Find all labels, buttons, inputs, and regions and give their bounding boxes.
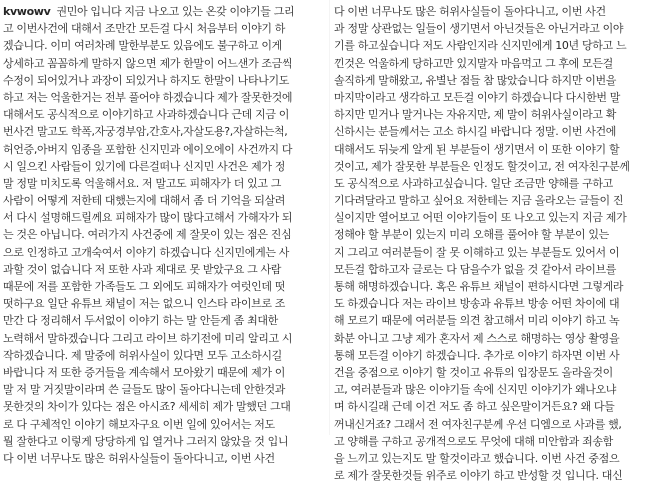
caption-line: 솔직하게 말해왔고, 유별난 점들 참 많았습니다 하지만 이번을 bbox=[334, 73, 617, 87]
caption-line: 로 다 구체적인 이야기 해보자구요 이번 일에 있어서는 저도 bbox=[3, 417, 275, 431]
caption-line: 뭘 잘한다고 이렇게 당당하게 입 열거나 그러지 않았을 것 입니 bbox=[3, 434, 289, 448]
caption-line: 만간 다 정리해서 두서없이 이야기 하는 말 안듣게 좀 최대한 bbox=[3, 314, 278, 328]
caption-line: 말 정말 미치도록 억울해서요. 저 말고도 피해자가 더 있고 그 bbox=[3, 176, 282, 190]
caption-text: 권민아 입니다 지금 나오고 있는 온갖 이야기들 그리 bbox=[56, 5, 295, 18]
caption-line: 신하시는 분들께서는 고소 하시길 바랍니다 정말. 이번 사건에 bbox=[334, 125, 617, 139]
caption-line: 도 하겠습니다 저는 라이브 방송과 유튜브 방송 어떤 차이에 대 bbox=[334, 297, 620, 311]
caption-line: 하지만 믿거나 말거나는 자유지만, 제 말이 허위사실이라고 확 bbox=[334, 108, 617, 122]
caption-line: 과할 것이 없습니다 저 또한 사과 제대로 못 받았구요 그 사람 bbox=[3, 262, 282, 276]
caption-line: 꺼내신거죠? 그래서 전 여자친구분께 우선 디엠으로 사과를 했, bbox=[334, 417, 622, 431]
caption-line: 도 공식적으로 사과하고싶습니다. 일단 조금만 양해를 구하고 bbox=[334, 176, 613, 190]
caption-line: 작하겠습니다. 제 말중에 허위사실이 있다면 모두 고소하시길 bbox=[3, 348, 282, 362]
caption-column-right bbox=[329, 0, 658, 483]
caption-line: 정해야 할 부분이 있는지 미리 오해를 풀어야 할 부분이 있는 bbox=[334, 228, 609, 242]
caption-line: 로 제가 잘못한것들 위주로 이야기 하고 반성할 것 입니다. 대신 bbox=[334, 469, 623, 483]
caption-line: 사람이 어떻게 저한테 대했는지에 대해서 좀 더 기억을 되살려 bbox=[3, 194, 286, 208]
caption-line: 을 느끼고 있는지도 말 할것이라고 했습니다. 이번 사건 중점으 bbox=[334, 451, 620, 465]
caption-line: 수정이 되어있거나 과장이 되있거나 하지도 한말이 나타나기도 bbox=[3, 73, 290, 87]
caption-line: 바랍니다 저 또한 증거들을 계속해서 모아왔기 때문에 제가 이 bbox=[3, 365, 286, 379]
caption-line: 낀것은 억울하게 당하고만 있지말자 마음먹고 그 후에 모든걸 bbox=[334, 56, 613, 70]
caption-line: 실이지만 열어보고 어떤 이야기들이 또 나오고 있는지 지금 제가 bbox=[334, 211, 627, 225]
caption-line bbox=[3, 3, 325, 20]
caption-line: 고 이번사건에 대해서 조만간 모든걸 다시 처음부터 이야기 하 bbox=[3, 22, 286, 36]
caption-line: 화분 아니고 그냥 제가 혼자서 제 스스로 해명하는 영상 촬영을 bbox=[334, 331, 620, 345]
caption-line: 대해서도 공식적으로 이야기하고 사과하겠습니다 근데 지금 이 bbox=[3, 108, 290, 122]
caption-line: 겠습니다. 이미 여러차례 말한부분도 있음에도 불구하고 이게 bbox=[3, 39, 282, 53]
caption-column-left bbox=[0, 0, 329, 465]
caption-line: 고 양해를 구하고 공개적으로도 무엇에 대해 미안함과 죄송함 bbox=[334, 434, 613, 448]
caption-line: 번사건 말고도 학폭,자궁경부암,간호사,자살도용?,자살하는척, bbox=[3, 125, 288, 139]
caption-line: 으로 인정하고 고개숙여서 이야기 하겠습니다 신지민에게는 사 bbox=[3, 245, 290, 259]
caption-line: 것이고, 제가 잘못한 부분들은 인정도 할것이고, 전 여자친구분께 bbox=[334, 159, 630, 173]
caption-line: 다 이번 너무나도 많은 허위사실들이 돌아다니고, 이번 사건 bbox=[3, 451, 275, 465]
caption-line: 말 저 말 거짓말이라며 쓴 글들도 많이 돌아다니는데 안한것과 bbox=[3, 383, 286, 397]
caption-line: 건을 중점으로 이야기 할 것이고 유튜의 입장문도 올라올것이 bbox=[334, 365, 613, 379]
caption-line: 기를 하고싶습니다 저도 사람인지라 신지민에게 10년 당하고 느 bbox=[334, 39, 627, 53]
caption-line: 노력해서 말하겠습니다 그리고 라이브 하기전에 미리 알리고 시 bbox=[3, 331, 293, 345]
username[interactable]: kvwowv bbox=[3, 5, 51, 18]
caption-line: 서 다시 설명해드릴께요 피해자가 많이 많다고해서 가해자가 되 bbox=[3, 211, 293, 225]
caption-line: 마지막이라고 생각하고 모든걸 이야기 하겠습니다 다시한번 말 bbox=[334, 90, 621, 104]
caption-line: 때문에 저를 포함한 가족들도 그 외에도 피해자가 여럿인데 떳 bbox=[3, 280, 286, 293]
caption-line: 모든걸 합하고자 글로는 다 담을수가 없을 것 같아서 라이브를 bbox=[334, 262, 617, 276]
caption-line: 상세하고 꼼꼼하게 말하지 않으면 제가 한말이 어느샌가 조금씩 bbox=[3, 56, 293, 70]
caption-line: 고, 여러분들과 많은 이야기들 속에 신지민 이야기가 왜나오냐 bbox=[334, 383, 617, 397]
caption-line: 는 것은 아닙니다. 여러가지 사건중에 제 잘못이 있는 점은 진심 bbox=[3, 228, 292, 242]
caption-line: 과 정말 상관없는 일들이 생기면서 아닌것들은 아닌거라고 이야 bbox=[334, 22, 624, 36]
caption-line: 못한것의 차이가 있다는 점은 아시죠? 세세히 제가 말했던 그대 bbox=[3, 400, 291, 414]
caption-line: 다 이번 너무나도 많은 허위사실들이 돌아다니고, 이번 사건 bbox=[334, 5, 606, 18]
caption-line: 허언증,아버지 임종을 포함한 신지민과 에이오에이 사건까지 다 bbox=[3, 142, 293, 156]
caption-line: 하고 저는 억울한거는 전부 풀어야 하겠습니다 제가 잘못한것에 bbox=[3, 90, 293, 104]
caption-line: 며 하시길래 근데 이건 저도 좀 하고 싶은말이거든요? 왜 다들 bbox=[334, 400, 615, 414]
caption-line: 통해 모든걸 이야기 하겠습니다. 추가로 이야기 하자면 이번 사 bbox=[334, 348, 620, 362]
caption-line: 떳하구요 일단 유튜브 채널이 저는 없으니 인스타 라이브로 조 bbox=[3, 297, 286, 311]
caption-line: 기다려달라고 말하고 싶어요 저한테는 지금 올라오는 글들이 진 bbox=[334, 194, 624, 208]
caption-line: 대해서도 뒤늦게 알게 된 부분들이 생기면서 이 또한 이야기 할 bbox=[334, 142, 620, 156]
caption-line: 시 일으킨 사람들이 있기에 다른걸떠나 신지민 사건은 제가 정 bbox=[3, 159, 286, 173]
caption-line: 지 그리고 여러분들이 잘 못 이해하고 있는 부분들도 있어서 이 bbox=[334, 245, 620, 259]
caption-line: 통해 해명하겠습니다. 혹은 유튜브 채널이 편하시다면 그렇게라 bbox=[334, 280, 624, 293]
caption-line: 해 모르기 때문에 여러분들 의견 참고해서 미리 이야기 하고 녹 bbox=[334, 314, 620, 328]
